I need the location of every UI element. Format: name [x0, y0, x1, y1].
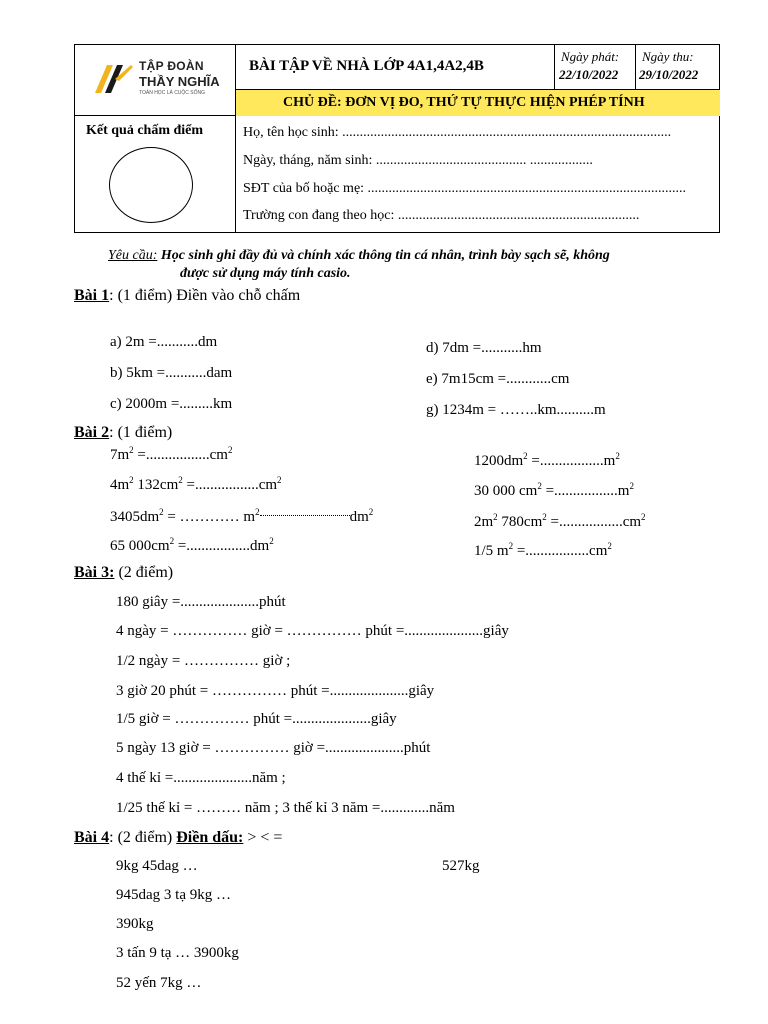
- parent-phone-field[interactable]: SĐT của bố hoặc mẹ: ...........................................................................................: [243, 181, 687, 196]
- divider: [554, 45, 555, 89]
- exercise-1-heading: [74, 287, 300, 305]
- exercise-1-item: b) 5km =...........dam: [110, 365, 233, 381]
- exercise-1-desc: : (1 điểm) Điền vào chỗ chấm: [109, 287, 301, 304]
- exercise-3-heading: [74, 564, 173, 582]
- exercise-4-item: 52 yến 7kg …: [116, 975, 202, 991]
- exercise-3-item: 1/2 ngày = …………… giờ ;: [116, 653, 291, 669]
- result-label: Kết quả chấm điểm: [86, 123, 204, 138]
- exercise-4-heading: [74, 829, 282, 847]
- requirement-label: Yêu cầu:: [108, 248, 158, 263]
- exercise-2-item: 30 000 $cm^2 =.................m^2$: [474, 481, 634, 499]
- dotted-blank: [260, 514, 350, 516]
- exercise-2-item: 1/5 $m^2 =.................cm^2$: [474, 541, 612, 559]
- exercise-2-heading: [74, 424, 172, 442]
- page-title: BÀI TẬP VỀ NHÀ LỚP 4A1,4A2,4B: [249, 58, 484, 74]
- exercise-2-item: $4m^2$ $132cm^2 =.................cm^2$: [110, 475, 282, 493]
- exercise-1-item: c) 2000m =.........km: [110, 396, 233, 412]
- issue-date: 22/10/2022: [559, 67, 619, 82]
- exercise-4-item: 390kg: [116, 916, 154, 932]
- score-circle: [109, 147, 193, 223]
- exercise-4-desc: : (2 điểm): [109, 829, 177, 846]
- collect-date-label: Ngày thu:: [642, 49, 694, 64]
- exercise-1-title: Bài 1: [74, 287, 110, 304]
- header-table: [74, 44, 720, 233]
- school-field[interactable]: Trường con đang theo học: .....................................................................: [243, 208, 640, 223]
- student-name-field[interactable]: Họ, tên học sinh: ..............................................................................................: [243, 125, 672, 140]
- exercise-3-item: 4 ngày = …………… giờ = …………… phút =.....................giây: [116, 623, 509, 639]
- logo: [93, 55, 233, 107]
- requirement-text-2: được sử dụng máy tính casio.: [180, 266, 351, 281]
- exercise-1-item: e) 7m15cm =............cm: [426, 371, 570, 387]
- exercise-2-item: $7m^2 =.................cm^2$: [110, 445, 233, 463]
- requirement-text: Học sinh ghi đầy đủ và chính xác thông tin cá nhân, trình bày sạch sẽ, không: [157, 248, 610, 263]
- requirement: [108, 248, 610, 264]
- exercise-3-item: 5 ngày 13 giờ = …………… giờ =.....................phút: [116, 740, 431, 756]
- collect-date: 29/10/2022: [639, 67, 699, 82]
- issue-date-label: Ngày phát:: [561, 49, 620, 64]
- exercise-3-item: 1/25 thế kỉ = ……… năm ; 3 thế kỉ 3 năm =.............năm: [116, 800, 455, 816]
- birthdate-field[interactable]: Ngày, tháng, năm sinh: ........................................... ..................: [243, 153, 593, 168]
- exercise-1-item: a) 2m =...........dm: [110, 334, 218, 350]
- logo-text-2: THẦY NGHĨA: [139, 74, 220, 89]
- exercise-1-item: g) 1234m = ……..km..........m: [426, 402, 606, 418]
- exercise-2-item: $3405dm^2$ = ………… $m^2$ $dm^2$: [110, 507, 374, 525]
- exercise-2-item: $2m^2$ $780cm^2 =.................cm^2$: [474, 512, 646, 530]
- exercise-3-title: Bài 3:: [74, 564, 115, 581]
- logo-mark-icon: [93, 61, 133, 95]
- exercise-3-item: 4 thế kỉ =.....................năm ;: [116, 770, 286, 786]
- exercise-4-item: 527kg: [442, 858, 480, 874]
- exercise-1-item: d) 7dm =...........hm: [426, 340, 542, 356]
- exercise-4-signs: > < =: [243, 829, 283, 846]
- logo-text-1: TẬP ĐOÀN: [139, 59, 204, 73]
- exercise-3-item: 1/5 giờ = …………… phút =.....................giây: [116, 711, 397, 727]
- divider: [235, 45, 236, 233]
- logo-tagline: TOÁN HỌC LÀ CUỘC SỐNG: [139, 90, 206, 96]
- exercise-2-desc: : (1 điểm): [109, 424, 173, 441]
- topic-text: CHỦ ĐỀ: ĐƠN VỊ ĐO, THỨ TỰ THỰC HIỆN PHÉP TÍNH: [283, 95, 645, 110]
- exercise-2-item: 65 $000cm^2 =.................dm^2$: [110, 536, 274, 554]
- exercise-3-desc: (2 điểm): [114, 564, 174, 581]
- exercise-2-title: Bài 2: [74, 424, 110, 441]
- topic-banner: [236, 89, 720, 116]
- exercise-3-item: 180 giây =.....................phút: [116, 594, 286, 610]
- exercise-4-title: Bài 4: [74, 829, 110, 846]
- divider: [635, 45, 636, 89]
- exercise-3-item: 3 giờ 20 phút = …………… phút =.....................giây: [116, 683, 435, 699]
- exercise-4-item: 945dag 3 tạ 9kg …: [116, 887, 231, 903]
- exercise-4-item: 3 tấn 9 tạ … 3900kg: [116, 945, 239, 961]
- exercise-2-item: $1200dm^2 =.................m^2$: [474, 451, 620, 469]
- exercise-4-instruction: Điền dấu:: [176, 829, 244, 846]
- exercise-4-item: 9kg 45dag …: [116, 858, 198, 874]
